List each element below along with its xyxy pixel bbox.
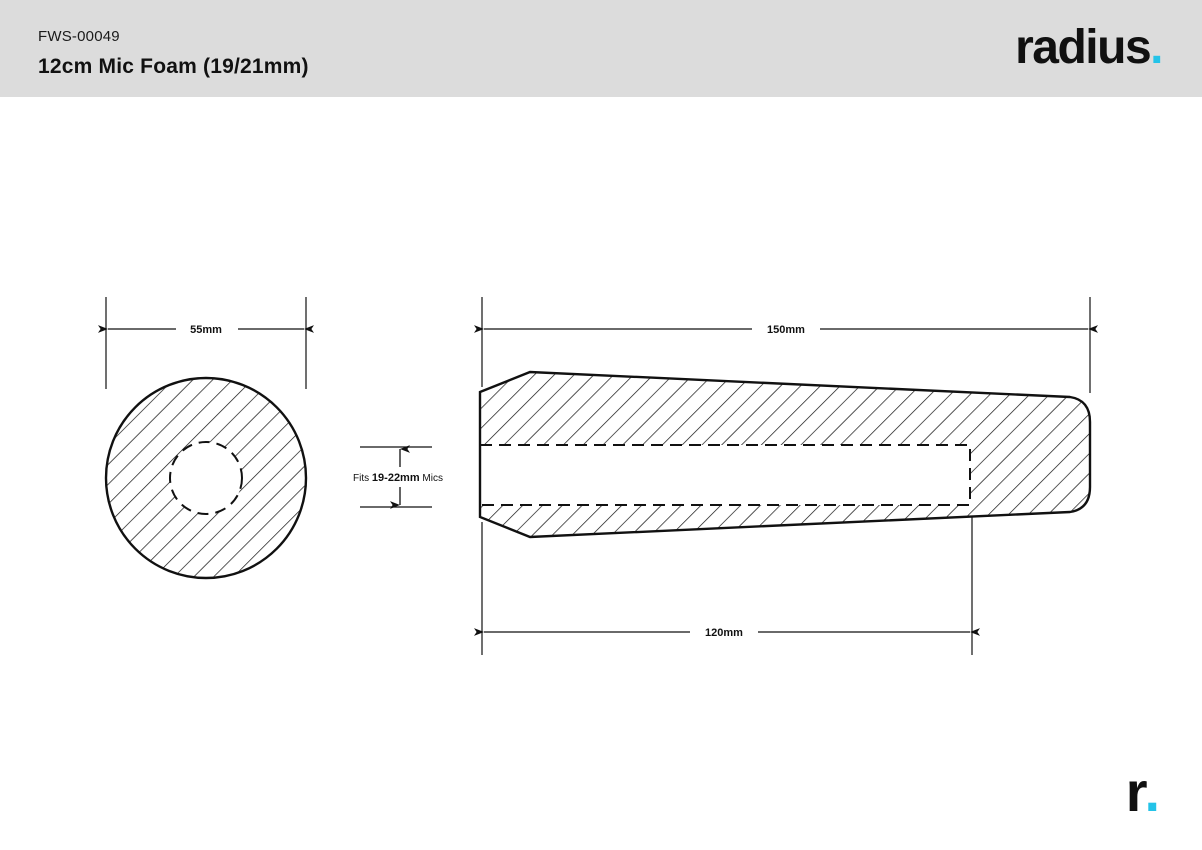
technical-drawing-canvas xyxy=(0,97,1202,850)
drawing-code: FWS-00049 xyxy=(38,28,120,45)
bore-label-suffix: Mics xyxy=(419,473,443,484)
brand-logo-dot: . xyxy=(1150,21,1162,74)
footer-mark-dot: . xyxy=(1144,760,1160,823)
brand-logo-text: radius xyxy=(1015,21,1151,74)
dim-label-diameter: 55mm xyxy=(190,324,222,336)
dim-label-bore-fit xyxy=(353,472,443,484)
bore-label-prefix: Fits xyxy=(353,473,372,484)
drawing-svg xyxy=(0,97,1202,850)
side-section-view xyxy=(470,362,1110,552)
side-cavity-fill xyxy=(480,445,970,505)
dimension-diameter xyxy=(106,297,306,389)
dim-label-body-length: 120mm xyxy=(705,627,743,639)
footer-brand-mark xyxy=(1125,760,1160,823)
footer-mark-letter: r xyxy=(1125,760,1145,823)
header-bar xyxy=(0,0,1202,97)
bore-label-value: 19-22mm xyxy=(371,472,420,484)
front-section-view xyxy=(100,372,315,587)
page-title: 12cm Mic Foam (19/21mm) xyxy=(38,55,309,78)
dimension-bore-fit xyxy=(353,447,443,507)
dimension-body-length xyxy=(482,517,972,655)
brand-logo xyxy=(1015,21,1162,74)
dim-label-overall-length: 150mm xyxy=(767,324,805,336)
